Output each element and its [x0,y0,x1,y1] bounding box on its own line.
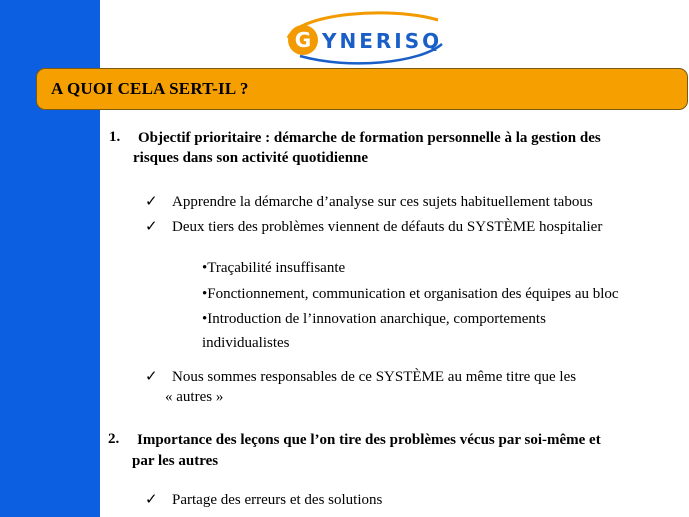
sub-item-2: •Fonctionnement, communication et organisation des équipes au bloc [202,286,619,302]
section-2-number: 2. [108,431,120,447]
section-1-heading-line1: Objectif prioritaire : démarche de formation personnelle à la gestion des [138,130,601,146]
sub-item-1: •Traçabilité insuffisante [202,260,346,276]
check-item-4: Partage des erreurs et des solutions [172,492,383,508]
page-title: A QUOI CELA SERT-IL ? [51,79,249,98]
checkmark-icon: ✓ [145,492,158,508]
section-1-heading-line2: risques dans son activité quotidienne [133,150,369,166]
checkmark-icon: ✓ [145,194,158,210]
check-item-3-cont: « autres » [165,389,224,405]
check-item-3: Nous sommes responsables de ce SYSTÈME au même titre que les [172,369,577,385]
check-item-1: Apprendre la démarche d’analyse sur ces sujets habituellement tabous [172,194,593,210]
title-banner [36,68,688,110]
logo-initial: G [294,28,312,52]
section-2-heading-line1: Importance des leçons que l’on tire des problèmes vécus par soi-même et [137,432,601,448]
section-2-heading-line2: par les autres [132,453,219,469]
checkmark-icon: ✓ [145,369,158,385]
section-1-number: 1. [109,129,121,145]
check-item-2: Deux tiers des problèmes viennent de défauts du SYSTÈME hospitalier [172,219,603,235]
sub-item-3: •Introduction de l’innovation anarchique, comportements [202,311,546,327]
logo-wordmark: YNERISQ [322,29,443,53]
checkmark-icon: ✓ [145,219,158,235]
gynerisq-logo [270,8,450,68]
sub-item-3-cont: individualistes [202,335,290,351]
